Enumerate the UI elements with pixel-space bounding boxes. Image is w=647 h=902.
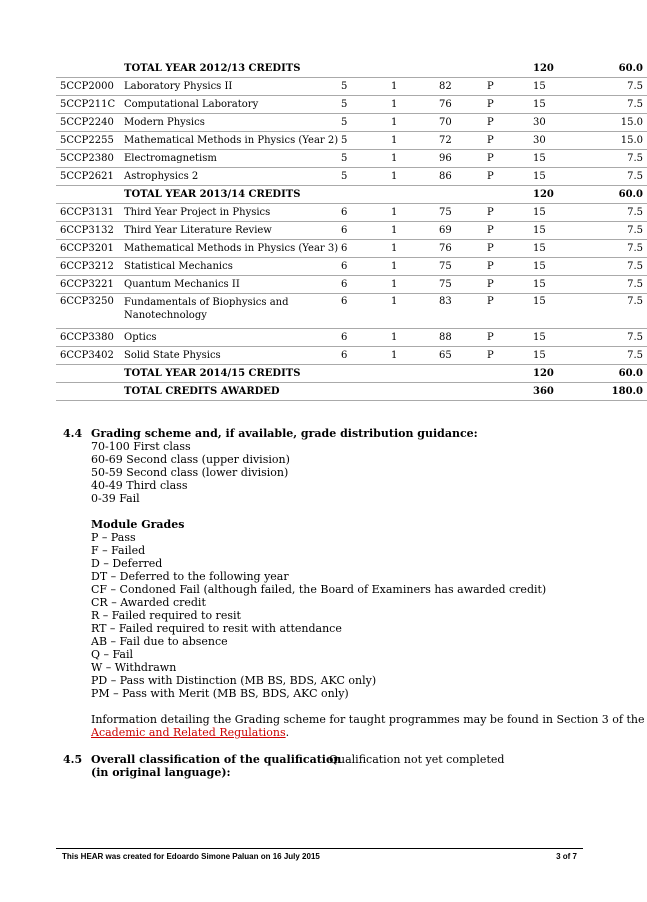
module-code xyxy=(56,60,120,78)
module-credits: 15 xyxy=(529,78,581,96)
module-mark: 86 xyxy=(435,168,483,186)
module-code: 6CCP3132 xyxy=(56,222,120,240)
module-code: 6CCP3402 xyxy=(56,347,120,365)
regulations-link-suffix: . xyxy=(285,726,290,739)
module-code xyxy=(56,365,120,383)
module-credits: 15 xyxy=(529,329,581,347)
module-code: 6CCP3212 xyxy=(56,258,120,276)
module-attempt: 1 xyxy=(387,294,435,329)
module-grade: P xyxy=(483,132,529,150)
module-ects: 60.0 xyxy=(581,365,647,383)
module-grade: P xyxy=(483,276,529,294)
module-level: 5 xyxy=(337,96,387,114)
module-row xyxy=(56,240,647,258)
module-mark: 88 xyxy=(435,329,483,347)
total-row xyxy=(56,383,647,401)
section-body xyxy=(91,427,645,739)
module-title: TOTAL YEAR 2014/15 CREDITS xyxy=(120,365,337,383)
module-credits: 15 xyxy=(529,347,581,365)
module-row xyxy=(56,258,647,276)
page-footer xyxy=(62,852,577,861)
module-row xyxy=(56,329,647,347)
total-row xyxy=(56,60,647,78)
module-grade: P xyxy=(483,204,529,222)
footer-divider xyxy=(56,848,583,849)
module-credits: 15 xyxy=(529,150,581,168)
total-row xyxy=(56,186,647,204)
module-row xyxy=(56,168,647,186)
module-row xyxy=(56,150,647,168)
module-mark: 70 xyxy=(435,114,483,132)
module-grade-item: DT – Deferred to the following year xyxy=(91,570,289,583)
module-code: 6CCP3221 xyxy=(56,276,120,294)
module-title: Quantum Mechanics II xyxy=(120,276,337,294)
module-title: Statistical Mechanics xyxy=(120,258,337,276)
module-ects: 180.0 xyxy=(581,383,647,401)
module-attempt: 1 xyxy=(387,204,435,222)
module-level: 6 xyxy=(337,329,387,347)
module-mark: 83 xyxy=(435,294,483,329)
module-level xyxy=(337,186,387,204)
module-grade: P xyxy=(483,114,529,132)
classification-item: 40-49 Third class xyxy=(91,479,188,492)
module-ects: 7.5 xyxy=(581,276,647,294)
page-number: 3 of 7 xyxy=(556,852,577,861)
module-title: Electromagnetism xyxy=(120,150,337,168)
module-level xyxy=(337,383,387,401)
module-grade-item: RT – Failed required to resit with attendance xyxy=(91,622,342,635)
module-title: Third Year Project in Physics xyxy=(120,204,337,222)
module-credits: 15 xyxy=(529,222,581,240)
module-grades-list xyxy=(91,531,571,700)
module-grade: P xyxy=(483,222,529,240)
module-grade: P xyxy=(483,78,529,96)
module-code: 6CCP3380 xyxy=(56,329,120,347)
module-mark: 76 xyxy=(435,96,483,114)
module-code xyxy=(56,383,120,401)
module-credits: 15 xyxy=(529,96,581,114)
module-row xyxy=(56,114,647,132)
module-attempt: 1 xyxy=(387,78,435,96)
module-attempt: 1 xyxy=(387,222,435,240)
module-ects: 7.5 xyxy=(581,258,647,276)
total-row xyxy=(56,365,647,383)
module-title: Computational Laboratory xyxy=(120,96,337,114)
module-credits: 30 xyxy=(529,132,581,150)
module-credits: 360 xyxy=(529,383,581,401)
module-credits: 15 xyxy=(529,204,581,222)
classification-list xyxy=(91,440,571,505)
module-mark xyxy=(435,383,483,401)
module-code: 6CCP3131 xyxy=(56,204,120,222)
module-mark: 72 xyxy=(435,132,483,150)
module-ects: 7.5 xyxy=(581,96,647,114)
module-title: Mathematical Methods in Physics (Year 3) xyxy=(120,240,337,258)
module-grade-item: CF – Condoned Fail (although failed, the Board of Examiners has awarded credit) xyxy=(91,583,547,596)
module-ects: 60.0 xyxy=(581,186,647,204)
module-code: 5CCP2380 xyxy=(56,150,120,168)
classification-item: 50-59 Second class (lower division) xyxy=(91,466,289,479)
module-title: Mathematical Methods in Physics (Year 2) xyxy=(120,132,337,150)
module-grade-item: F – Failed xyxy=(91,544,146,557)
section-heading-line1: Overall classification of the qualification xyxy=(91,753,342,766)
module-credits-table-body xyxy=(56,60,647,401)
module-row xyxy=(56,347,647,365)
module-grade: P xyxy=(483,347,529,365)
module-credits: 30 xyxy=(529,114,581,132)
module-level xyxy=(337,60,387,78)
module-attempt xyxy=(387,186,435,204)
module-mark xyxy=(435,60,483,78)
section-heading: Grading scheme and, if available, grade distribution guidance: xyxy=(91,427,478,440)
module-ects: 15.0 xyxy=(581,114,647,132)
module-level: 6 xyxy=(337,240,387,258)
module-ects: 7.5 xyxy=(581,294,647,329)
module-attempt xyxy=(387,383,435,401)
module-level: 6 xyxy=(337,294,387,329)
module-title: Modern Physics xyxy=(120,114,337,132)
classification-value: Qualification not yet completed xyxy=(329,753,505,766)
module-row xyxy=(56,132,647,150)
module-credits: 15 xyxy=(529,258,581,276)
module-code: 5CCP211C xyxy=(56,96,120,114)
module-ects: 7.5 xyxy=(581,347,647,365)
module-grade-item: Q – Fail xyxy=(91,648,133,661)
module-level: 5 xyxy=(337,78,387,96)
module-grade: P xyxy=(483,150,529,168)
module-row xyxy=(56,78,647,96)
module-attempt: 1 xyxy=(387,329,435,347)
module-grade-item: AB – Fail due to absence xyxy=(91,635,228,648)
module-credits-table xyxy=(56,60,647,401)
module-level: 6 xyxy=(337,204,387,222)
module-grade: P xyxy=(483,329,529,347)
footer-created-text: This HEAR was created for Edoardo Simone Paluan on 16 July 2015 xyxy=(62,852,320,861)
module-level xyxy=(337,365,387,383)
module-ects: 15.0 xyxy=(581,132,647,150)
module-attempt xyxy=(387,60,435,78)
module-credits: 120 xyxy=(529,186,581,204)
module-grade xyxy=(483,60,529,78)
section-number: 4.4 xyxy=(63,427,83,440)
module-grade xyxy=(483,365,529,383)
module-ects: 7.5 xyxy=(581,78,647,96)
module-ects: 7.5 xyxy=(581,204,647,222)
module-attempt: 1 xyxy=(387,132,435,150)
module-mark: 69 xyxy=(435,222,483,240)
module-grade: P xyxy=(483,240,529,258)
module-grade: P xyxy=(483,96,529,114)
module-code: 6CCP3201 xyxy=(56,240,120,258)
module-title: Third Year Literature Review xyxy=(120,222,337,240)
module-title: Astrophysics 2 xyxy=(120,168,337,186)
module-grade-item: R – Failed required to resit xyxy=(91,609,241,622)
module-attempt: 1 xyxy=(387,168,435,186)
module-row xyxy=(56,204,647,222)
module-attempt: 1 xyxy=(387,276,435,294)
module-row xyxy=(56,294,647,329)
module-ects: 7.5 xyxy=(581,329,647,347)
module-mark: 76 xyxy=(435,240,483,258)
module-level: 6 xyxy=(337,347,387,365)
module-grade-item: W – Withdrawn xyxy=(91,661,177,674)
module-attempt: 1 xyxy=(387,150,435,168)
module-attempt xyxy=(387,365,435,383)
module-mark: 75 xyxy=(435,204,483,222)
module-level: 5 xyxy=(337,114,387,132)
regulations-link[interactable]: Academic and Related Regulations xyxy=(91,726,286,739)
module-code: 5CCP2621 xyxy=(56,168,120,186)
module-ects: 7.5 xyxy=(581,240,647,258)
module-title: TOTAL CREDITS AWARDED xyxy=(120,383,337,401)
module-row xyxy=(56,96,647,114)
module-attempt: 1 xyxy=(387,114,435,132)
module-ects: 60.0 xyxy=(581,60,647,78)
module-row xyxy=(56,276,647,294)
module-ects: 7.5 xyxy=(581,222,647,240)
module-title: Fundamentals of Biophysics and Nanotechnology xyxy=(120,294,337,329)
module-credits: 120 xyxy=(529,365,581,383)
module-level: 5 xyxy=(337,168,387,186)
module-mark: 82 xyxy=(435,78,483,96)
module-title: TOTAL YEAR 2012/13 CREDITS xyxy=(120,60,337,78)
module-grade-item: CR – Awarded credit xyxy=(91,596,206,609)
section-number: 4.5 xyxy=(63,753,83,766)
module-grade-item: D – Deferred xyxy=(91,557,163,570)
module-credits: 15 xyxy=(529,240,581,258)
module-attempt: 1 xyxy=(387,347,435,365)
module-title: Optics xyxy=(120,329,337,347)
module-ects: 7.5 xyxy=(581,150,647,168)
module-grade: P xyxy=(483,294,529,329)
module-grade: P xyxy=(483,168,529,186)
module-ects: 7.5 xyxy=(581,168,647,186)
module-mark xyxy=(435,365,483,383)
module-grade-item: PM – Pass with Merit (MB BS, BDS, AKC only) xyxy=(91,687,349,700)
module-level: 5 xyxy=(337,150,387,168)
module-mark xyxy=(435,186,483,204)
module-credits: 120 xyxy=(529,60,581,78)
module-grade: P xyxy=(483,258,529,276)
module-grade xyxy=(483,383,529,401)
classification-item: 0-39 Fail xyxy=(91,492,140,505)
module-grades-heading: Module Grades xyxy=(91,518,185,531)
module-code: 5CCP2255 xyxy=(56,132,120,150)
module-mark: 96 xyxy=(435,150,483,168)
module-grade-item: P – Pass xyxy=(91,531,136,544)
module-credits: 15 xyxy=(529,294,581,329)
module-code xyxy=(56,186,120,204)
module-grade xyxy=(483,186,529,204)
module-code: 5CCP2000 xyxy=(56,78,120,96)
module-level: 6 xyxy=(337,258,387,276)
module-credits: 15 xyxy=(529,168,581,186)
module-level: 6 xyxy=(337,222,387,240)
module-grade-item: PD – Pass with Distinction (MB BS, BDS, AKC only) xyxy=(91,674,377,687)
module-level: 6 xyxy=(337,276,387,294)
regulations-info-text: Information detailing the Grading scheme for taught programmes may be found in Section 3 of the xyxy=(91,713,645,726)
module-mark: 75 xyxy=(435,258,483,276)
module-attempt: 1 xyxy=(387,258,435,276)
module-mark: 75 xyxy=(435,276,483,294)
module-level: 5 xyxy=(337,132,387,150)
module-row xyxy=(56,222,647,240)
classification-item: 70-100 First class xyxy=(91,440,191,453)
section-heading-line2: (in original language): xyxy=(91,766,231,779)
module-attempt: 1 xyxy=(387,240,435,258)
module-title: Laboratory Physics II xyxy=(120,78,337,96)
module-code: 6CCP3250 xyxy=(56,294,120,329)
module-title: TOTAL YEAR 2013/14 CREDITS xyxy=(120,186,337,204)
module-attempt: 1 xyxy=(387,96,435,114)
module-credits: 15 xyxy=(529,276,581,294)
module-mark: 65 xyxy=(435,347,483,365)
module-code: 5CCP2240 xyxy=(56,114,120,132)
classification-item: 60-69 Second class (upper division) xyxy=(91,453,290,466)
module-title: Solid State Physics xyxy=(120,347,337,365)
